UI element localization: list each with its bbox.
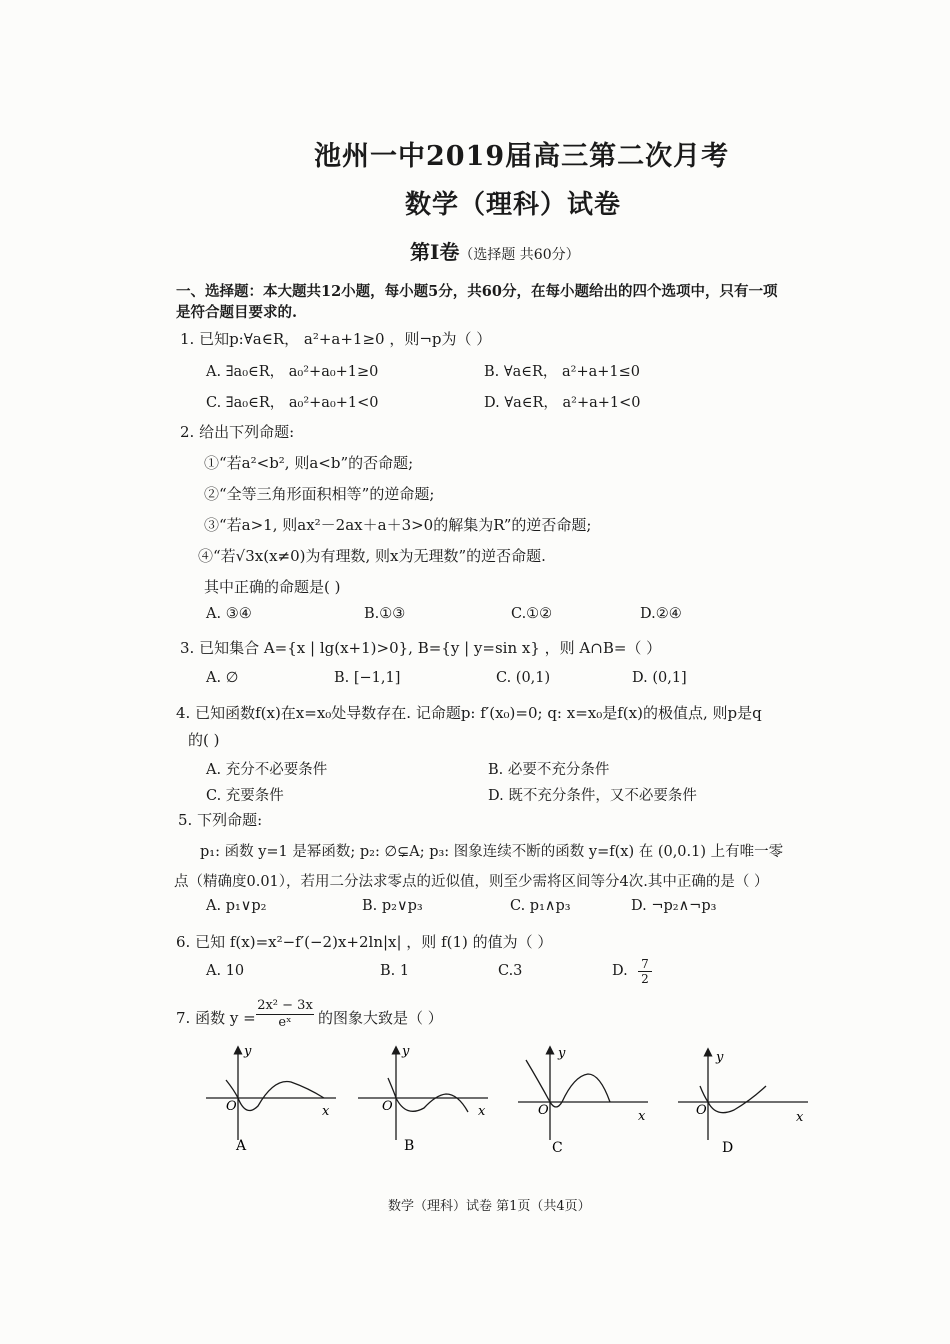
- q5-line1: p₁: 函数 y=1 是幂函数; p₂: ∅⊊A; p₃: 图象连续不断的函数 y=f(x) 在 (0,0.1) 上有唯一零: [200, 844, 784, 860]
- q7-fraction: [256, 997, 314, 1031]
- graph-a-x-label: x: [322, 1104, 330, 1119]
- q1-option-a: A. ∃a₀∈R， a₀²+a₀+1≥0: [206, 364, 379, 380]
- q2-option-c: C.①②: [511, 606, 553, 622]
- q3-option-b: B. [−1,1]: [334, 670, 401, 686]
- q6-option-d: D.: [612, 963, 628, 979]
- q2-stem: 2. 给出下列命题:: [180, 423, 295, 441]
- graph-c-y-label: y: [558, 1046, 566, 1061]
- graph-c-label: C: [552, 1140, 563, 1156]
- q2-statement-1: ①“若a²<b², 则a<b”的否命题;: [204, 454, 414, 472]
- q3-stem: 3. 已知集合 A={x | lg(x+1)>0}, B={y | y=sin x} ，则 A∩B=（ ）: [180, 639, 662, 657]
- graph-b-y-label: y: [402, 1044, 410, 1059]
- q6-d-fraction: [638, 957, 652, 986]
- graph-b-curve: [388, 1078, 468, 1112]
- q1-option-b: B. ∀a∈R， a²+a+1≤0: [484, 364, 641, 380]
- graph-d-y-label: y: [716, 1050, 724, 1065]
- graph-b-x-label: x: [478, 1104, 486, 1119]
- graph-b-label: B: [404, 1138, 415, 1154]
- part-note: （选择题 共60分）: [459, 247, 580, 263]
- section-instruction-line1: 一、选择题：本大题共12小题，每小题5分，共60分，在每小题给出的四个选项中，只有一项: [176, 283, 778, 300]
- q5-option-a: A. p₁∨p₂: [206, 898, 267, 914]
- graph-d-label: D: [722, 1140, 734, 1156]
- graph-c-x-label: x: [638, 1109, 646, 1124]
- q5-stem: 5. 下列命题:: [178, 811, 263, 829]
- q3-option-c: C. (0,1): [496, 670, 551, 686]
- q6-option-b: B. 1: [380, 963, 410, 979]
- q6-d-denominator: 2: [641, 972, 649, 986]
- graph-a-y-label: y: [244, 1044, 252, 1059]
- q2-statement-2: ②“全等三角形面积相等”的逆命题;: [204, 485, 435, 503]
- graph-c-curve: [526, 1060, 610, 1107]
- graph-a-curve: [226, 1080, 324, 1111]
- q2-statement-4: ④“若√3x(x≠0)为有理数, 则x为无理数”的逆否命题.: [198, 547, 546, 565]
- q1-option-c: C. ∃a₀∈R， a₀²+a₀+1<0: [206, 395, 379, 411]
- q7-graph-c: [518, 1048, 648, 1140]
- exam-subtitle: 数学（理科）试卷: [405, 190, 622, 220]
- q5-option-c: C. p₁∧p₃: [510, 898, 571, 914]
- graph-a-label: A: [236, 1138, 247, 1154]
- section-instruction-line2: 是符合题目要求的.: [176, 304, 298, 321]
- q5-option-d: D. ¬p₂∧¬p₃: [631, 898, 717, 914]
- q5-line2: 点（精确度0.01），若用二分法求零点的近似值，则至少需将区间等分4次.其中正确的是（ ）: [174, 874, 769, 890]
- q6-d-numerator: 7: [638, 957, 652, 972]
- graph-d-x-label: x: [796, 1110, 804, 1125]
- page-footer: 数学（理科）试卷 第1页（共4页）: [388, 1199, 591, 1214]
- graph-c-origin: O: [538, 1103, 549, 1118]
- q4-option-d: D. 既不充分条件，又不必要条件: [488, 788, 697, 804]
- q3-option-d: D. (0,1]: [632, 670, 687, 686]
- exam-title: 池州一中2019届高三第二次月考: [314, 141, 730, 172]
- q7-stem-post: 的图象大致是（ ）: [318, 1009, 443, 1027]
- q1-option-d: D. ∀a∈R， a²+a+1<0: [484, 395, 641, 411]
- q7-graph-a: [206, 1048, 336, 1140]
- part-title: 第Ⅰ卷: [410, 240, 460, 264]
- graph-b-origin: O: [382, 1099, 393, 1114]
- q5-option-b: B. p₂∨p₃: [362, 898, 423, 914]
- graph-d-curve: [700, 1086, 766, 1113]
- part-heading: [410, 236, 580, 265]
- q4-option-a: A. 充分不必要条件: [206, 762, 328, 778]
- q6-stem: 6. 已知 f(x)=x²−f′(−2)x+2ln|x| ，则 f(1) 的值为（ ）: [176, 933, 553, 951]
- q2-option-d: D.②④: [640, 606, 682, 622]
- q7-denominator: eˣ: [278, 1015, 292, 1030]
- q2-option-b: B.①③: [364, 606, 406, 622]
- q6-option-c: C.3: [498, 963, 523, 979]
- q4-option-b: B. 必要不充分条件: [488, 762, 610, 778]
- q2-option-a: A. ③④: [206, 606, 252, 622]
- q7-graphs: [196, 1040, 836, 1165]
- q3-option-a: A. ∅: [206, 670, 239, 686]
- q4-stem-line1: 4. 已知函数f(x)在x=x₀处导数存在. 记命题p: f′(x₀)=0; q: x=x₀是f(x)的极值点, 则p是q: [176, 704, 762, 722]
- q7-graph-d: [678, 1050, 808, 1140]
- q7-stem-pre: 7. 函数 y =: [176, 1009, 256, 1027]
- graph-d-origin: O: [696, 1103, 707, 1118]
- q4-stem-line2: 的( ): [188, 731, 220, 749]
- q1-stem: 1. 已知p:∀a∈R， a²+a+1≥0 ，则¬p为（ ）: [180, 330, 492, 348]
- q7-numerator: 2x² − 3x: [257, 998, 313, 1013]
- q7-graph-b: [358, 1048, 488, 1140]
- q2-statement-3: ③“若a>1, 则ax²－2ax＋a＋3>0的解集为R”的逆否命题;: [204, 516, 592, 534]
- q2-ask: 其中正确的命题是( ): [204, 578, 341, 596]
- q4-option-c: C. 充要条件: [206, 788, 284, 804]
- graph-a-origin: O: [226, 1099, 237, 1114]
- q6-option-a: A. 10: [206, 963, 245, 979]
